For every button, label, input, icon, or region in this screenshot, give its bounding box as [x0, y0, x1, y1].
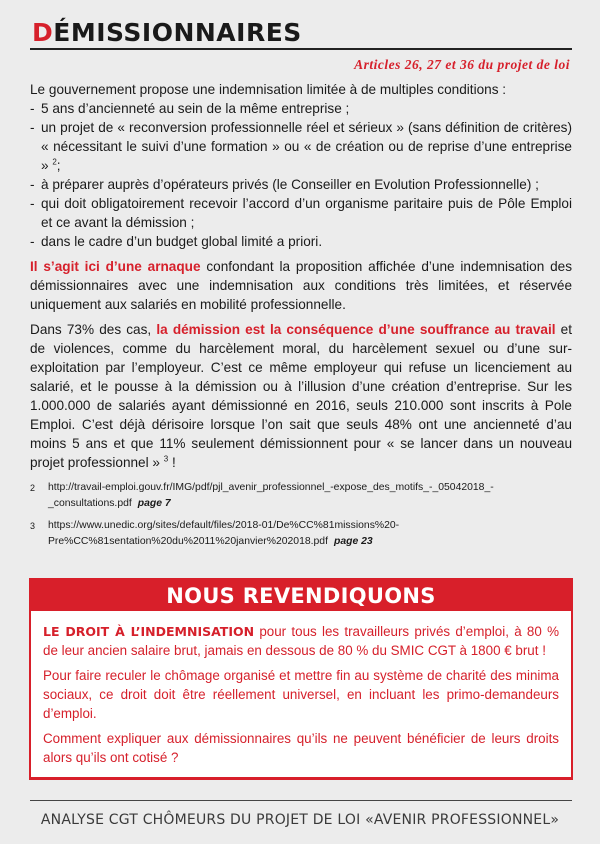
condition-text: 5 ans d’ancienneté au sein de la même entreprise ; — [41, 101, 350, 116]
highlight-text: Il s’agit ici d’une arnaque — [30, 259, 201, 274]
demands-panel — [31, 611, 571, 777]
demand-paragraph: LE DROIT À L’INDEMNISATION pour tous les travailleurs privés d’emploi, à 80 % de leur ancien salaire brut, jamais en dessous de 80 % du SMIC CGT à 1800 € brut ! — [43, 624, 559, 658]
intro-paragraph: Le gouvernement propose une indemnisation limitée à de multiples conditions : — [30, 82, 507, 97]
footnotes — [30, 480, 572, 550]
arnaque-paragraph: Il s’agit ici d’une arnaque confondant la proposition affichée d’une indemnisation des démissionnaires avec une indemnisation aux conditions très limitées, et réservée uniquement aux salariés en mobilité professionnelle. — [30, 259, 572, 312]
highlight-text: la démission est la conséquence d’une souffrance au travail — [156, 322, 556, 337]
footnote-ref: 3 — [163, 454, 169, 464]
demand-paragraph: Comment expliquer aux démissionnaires qu’ils ne peuvent bénéficier de leurs droits alors qu’ils ont cotisé ? — [43, 731, 559, 765]
footnote-number: 3 — [30, 521, 36, 531]
footnote-number: 2 — [30, 483, 36, 493]
condition-text: qui doit obligatoirement recevoir l’accord d’un organisme paritaire puis de Pôle Emploi et ce avant la démission ; — [41, 196, 572, 230]
souffrance-paragraph: Dans 73% des cas, la démission est la conséquence d’une souffrance au travail et de violences, comme du harcèlement moral, du harcèlement sexuel ou d’une sur-exploitation par l’employeur. C’est ce même employeur qui refuse un licenciement au salarié, et le pousse à la démission ou à l’illusion d’une création d’entreprise. Sur les 1.000.000 de salariés ayant démissionné en 2016, seuls 210.000 sont inscrits à Pole Emploi. C’est déjà dérisoire lorsque l’on sait que seuls 48% ont une ancienneté d’au moins 5 ans et que 11% seulement démissionnent pour « se lancer dans un nouveau projet professionnel » $^3$ ! — [30, 322, 572, 470]
condition-text: un projet de « reconversion professionnelle réel et sérieux » (sans définition de critères) « nécessitant le suivi d’une formation » ou « de création ou de reprise d’une entreprise » — [41, 120, 572, 173]
demands-title: NOUS REVENDIQUONS — [166, 584, 436, 608]
page-title-initial: D — [32, 18, 54, 47]
condition-item: - un projet de « reconversion professionnelle réel et sérieux » (sans définition de critères) « nécessitant le suivi d’une formation » ou « de création ou de reprise d’une entreprise » $^2$; — [30, 120, 572, 173]
footnote-page: page 7 — [137, 498, 171, 509]
footer-divider — [30, 800, 572, 801]
footnote-link[interactable]: https://www.unedic.org/sites/default/files/2018-01/De%CC%81missions%20-Pre%CC%81sentation%20du%2011%20janvier%202018.pdf — [48, 520, 400, 547]
footnote-ref: 2 — [52, 157, 57, 167]
footnote-link[interactable]: http://travail-emploi.gouv.fr/IMG/pdf/pjl_avenir_professionnel_-expose_des_motifs_-_05042018_-_consultations.pdf — [48, 482, 494, 509]
main-text — [30, 80, 572, 556]
articles-reference: Articles 26, 27 et 36 du projet de loi — [354, 57, 570, 72]
condition-item: - à préparer auprès d’opérateurs privés (le Conseiller en Evolution Professionnelle) ; — [30, 175, 572, 194]
condition-item: - qui doit obligatoirement recevoir l’accord d’un organisme paritaire puis de Pôle Emploi et ce avant la démission ; — [30, 196, 572, 230]
footnote-page: page 23 — [333, 536, 373, 547]
condition-item: - 5 ans d’ancienneté au sein de la même entreprise ; — [30, 99, 572, 118]
condition-text: à préparer auprès d’opérateurs privés (le Conseiller en Evolution Professionnelle) ; — [41, 177, 539, 192]
demands-box — [29, 578, 573, 780]
footnote-item — [30, 480, 572, 512]
condition-item: - dans le cadre d’un budget global limité a priori. — [30, 232, 572, 251]
footer-title: ANALYSE CGT CHÔMEURS DU PROJET DE LOI «AVENIR PROFESSIONNEL» — [40, 812, 560, 828]
demand-paragraph: Pour faire reculer le chômage organisé et mettre fin au système de charité des minima sociaux, ce droit doit être réellement universel, en incluant les primo-demandeurs d’emploi. — [43, 668, 559, 721]
title-divider — [30, 48, 572, 50]
demand-lead: LE DROIT À L’INDEMNISATION — [43, 624, 255, 639]
condition-text: dans le cadre d’un budget global limité a priori. — [41, 234, 323, 249]
page-title — [32, 18, 302, 47]
page-title-rest: ÉMISSIONNAIRES — [53, 18, 302, 47]
footnote-item — [30, 518, 572, 550]
